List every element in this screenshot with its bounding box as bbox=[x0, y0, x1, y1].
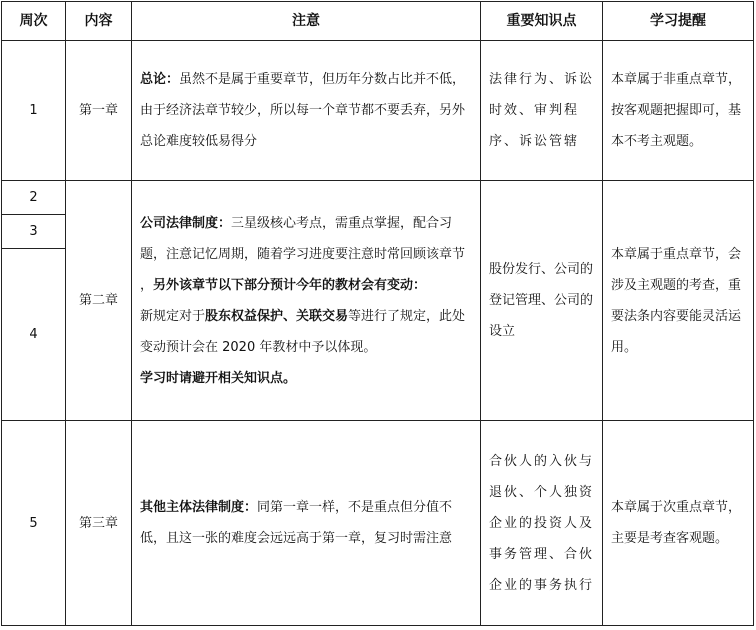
key-points-cell: 法律行为、诉讼时效、审判程序、诉讼管辖 bbox=[481, 41, 603, 181]
reminder-cell: 本章属于次重点章节，主要是考查客观题。 bbox=[603, 421, 754, 626]
table-row bbox=[2, 41, 754, 181]
header-note: 注意 bbox=[132, 2, 481, 41]
note-segment: 另外该章节以下部分预计今年的教材会有变动： bbox=[153, 277, 427, 293]
table-row bbox=[2, 421, 754, 626]
note-segment: 新规定对于 bbox=[140, 308, 206, 324]
header-content: 内容 bbox=[66, 2, 132, 41]
chapter-cell: 第二章 bbox=[66, 181, 132, 421]
reminder-cell: 本章属于重点章节，会涉及主观题的考查，重要法条内容要能灵活运用。 bbox=[603, 181, 754, 421]
chapter-cell: 第一章 bbox=[66, 41, 132, 181]
note-segment: 同第一章一样，不是重点但分值不低，且这一张的难度会远远高于第一章，复习时需注意 bbox=[140, 500, 453, 546]
header-week: 周次 bbox=[2, 2, 66, 41]
note-segment: 股东权益保护、关联交易 bbox=[205, 308, 349, 324]
note-segment: 公司法律制度： bbox=[140, 215, 232, 231]
note-cell bbox=[132, 41, 481, 181]
week-cell: 5 bbox=[2, 421, 66, 626]
note-segment: 其他主体法律制度： bbox=[140, 500, 258, 515]
note-segment: 虽然不是属于重要章节，但历年分数占比并不低，由于经济法章节较少，所以每一个章节都不要丢弃，另外总论难度较低易得分 bbox=[140, 72, 466, 149]
header-key-points: 重要知识点 bbox=[481, 2, 603, 41]
header-reminder: 学习提醒 bbox=[603, 2, 754, 41]
week-cell: 2 bbox=[2, 181, 66, 215]
chapter-cell: 第三章 bbox=[66, 421, 132, 626]
table-row bbox=[2, 181, 754, 215]
note-segment: 总论： bbox=[140, 72, 180, 87]
note-cell bbox=[132, 421, 481, 626]
note-segment: 三星级核心考点，需重点掌握，配合习题，注意记忆周期，随着学习进度要注意时常回顾该章节 ， bbox=[140, 215, 466, 293]
note-segment: 等进行了规定，此处变动预计会在 2020 年教材中予以体现。 bbox=[140, 308, 466, 355]
key-points-cell: 股份发行、公司的登记管理、公司的设立 bbox=[481, 181, 603, 421]
study-plan-table bbox=[1, 1, 754, 626]
week-cell: 4 bbox=[2, 249, 66, 421]
note-cell bbox=[132, 181, 481, 421]
key-points-cell: 合伙人的入伙与退伙、个人独资企业的投资人及事务管理、合伙企业的事务执行 bbox=[481, 421, 603, 626]
week-cell: 3 bbox=[2, 215, 66, 249]
note-segment: 学习时请避开相关知识点。 bbox=[140, 370, 297, 386]
header-row bbox=[2, 2, 754, 41]
week-cell: 1 bbox=[2, 41, 66, 181]
reminder-cell: 本章属于非重点章节，按客观题把握即可，基本不考主观题。 bbox=[603, 41, 754, 181]
